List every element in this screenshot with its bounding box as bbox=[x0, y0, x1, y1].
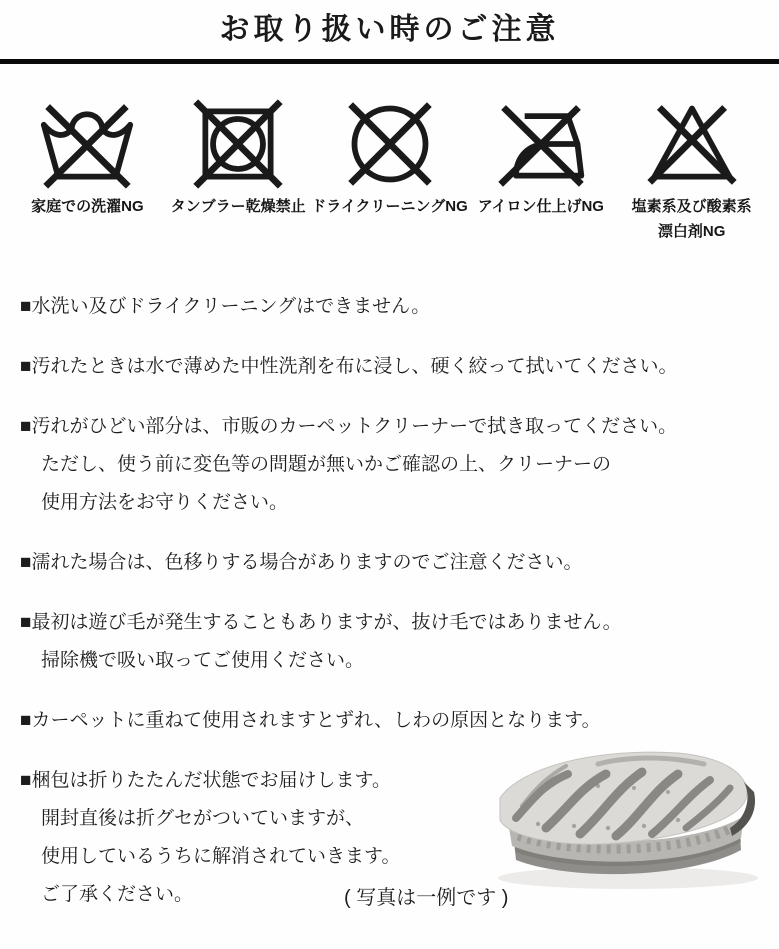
note-line: ただし、使う前に変色等の問題が無いかご確認の上、クリーナーの bbox=[41, 454, 612, 475]
note-line: ■カーペットに重ねて使用されますとずれ、しわの原因となります。 bbox=[20, 710, 601, 731]
care-symbols-row bbox=[0, 96, 779, 242]
note-line: ■汚れたときは水で薄めた中性洗剤を布に浸し、硬く絞って拭いてください。 bbox=[20, 356, 678, 377]
do-not-tumble-dry-icon bbox=[190, 96, 286, 192]
note-line: ご了承ください。 bbox=[41, 884, 194, 905]
note-item bbox=[20, 544, 779, 582]
care-symbol-label: アイロン仕上げNG bbox=[477, 198, 604, 215]
care-symbol-label: ドライクリーニングNG bbox=[311, 198, 468, 215]
do-not-wash-icon bbox=[39, 96, 135, 192]
note-line: ■梱包は折りたたんだ状態でお届けします。 bbox=[20, 770, 391, 791]
care-symbol-label: タンブラー乾燥禁止 bbox=[170, 198, 306, 215]
do-not-dryclean-icon bbox=[342, 96, 438, 192]
note-line: 使用方法をお守りください。 bbox=[41, 492, 289, 513]
do-not-bleach-icon bbox=[644, 96, 740, 192]
care-symbol-iron bbox=[466, 96, 617, 217]
care-symbol-label: 家庭での洗濯NG bbox=[31, 198, 144, 215]
page-title: お取り扱い時のご注意 bbox=[219, 13, 560, 46]
care-symbol-bleach bbox=[616, 96, 767, 242]
do-not-iron-icon bbox=[493, 96, 589, 192]
care-symbol-tumble-dry bbox=[163, 96, 314, 217]
note-item bbox=[20, 288, 779, 326]
folded-rug-image bbox=[478, 736, 778, 896]
note-line: ■汚れがひどい部分は、市販のカーペットクリーナーで拭き取ってください。 bbox=[20, 416, 678, 437]
note-item bbox=[20, 348, 779, 386]
title-divider bbox=[0, 59, 779, 64]
care-symbol-dryclean bbox=[311, 96, 468, 217]
care-symbol-label-line2: 漂白剤NG bbox=[657, 223, 726, 240]
note-item bbox=[20, 702, 779, 740]
note-line: ■濡れた場合は、色移りする場合がありますのでご注意ください。 bbox=[20, 552, 583, 573]
product-photo bbox=[478, 736, 778, 896]
note-line: ■最初は遊び毛が発生することもありますが、抜け毛ではありません。 bbox=[20, 612, 622, 633]
note-line: 開封直後は折グセがついていますが、 bbox=[41, 808, 365, 829]
note-line: ■水洗い及びドライクリーニングはできません。 bbox=[20, 296, 431, 317]
note-line: 掃除機で吸い取ってご使用ください。 bbox=[41, 650, 365, 671]
note-line: 使用しているうちに解消されていきます。 bbox=[41, 846, 401, 867]
care-symbol-label: 塩素系及び酸素系 bbox=[631, 198, 752, 215]
care-symbol-wash bbox=[12, 96, 163, 217]
note-item bbox=[20, 604, 779, 680]
note-item bbox=[20, 408, 779, 522]
photo-caption: ( 写真は一例です ) bbox=[344, 887, 509, 909]
